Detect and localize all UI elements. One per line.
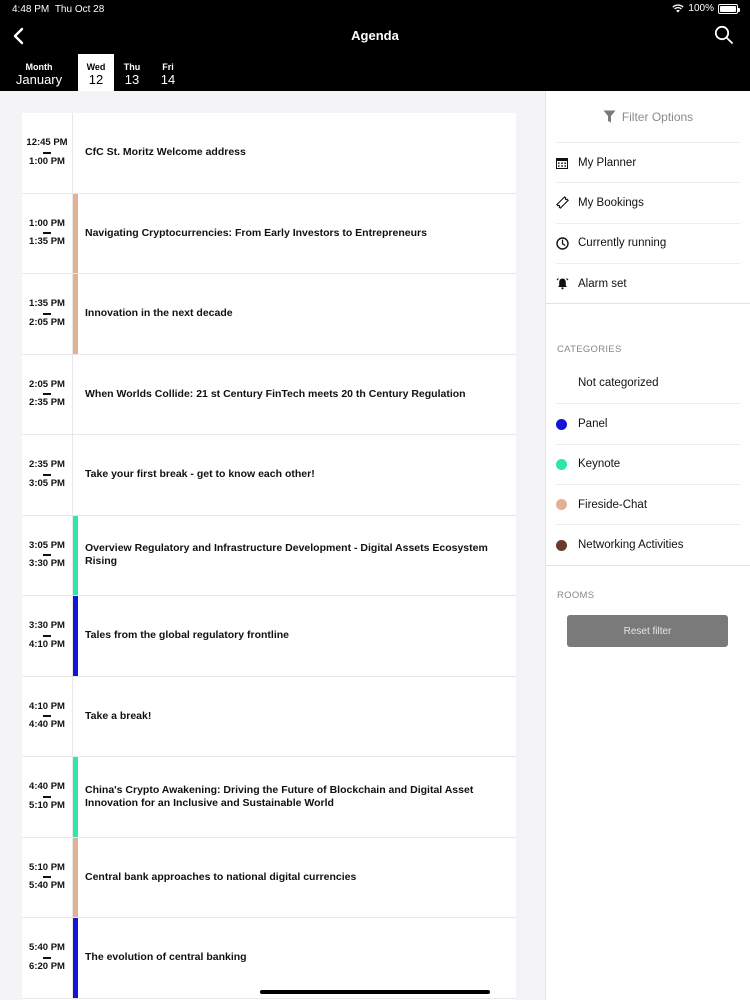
category-color-bar xyxy=(73,838,78,918)
category-not-categorized[interactable] xyxy=(556,363,740,403)
end-time: 4:40 PM xyxy=(29,719,65,731)
session-time xyxy=(22,113,73,193)
session-time xyxy=(22,435,73,515)
search-button[interactable] xyxy=(714,25,736,47)
page-title: Agenda xyxy=(351,28,399,43)
session-time xyxy=(22,274,73,354)
end-time: 1:35 PM xyxy=(29,236,65,248)
session-row[interactable] xyxy=(22,596,516,677)
day-number: 12 xyxy=(88,72,104,87)
category-color-bar xyxy=(73,677,78,757)
start-time: 12:45 PM xyxy=(26,137,68,149)
day-tab-wed[interactable] xyxy=(78,54,114,91)
session-row[interactable] xyxy=(22,677,516,758)
end-time: 2:05 PM xyxy=(29,316,65,328)
battery-icon xyxy=(718,4,738,14)
session-time xyxy=(22,596,73,676)
session-title: China's Crypto Awakening: Driving the Future of Blockchain and Digital Asset Innovation for an Inclusive and Sustainable World xyxy=(85,783,474,809)
month-selector[interactable] xyxy=(0,54,78,91)
session-row[interactable] xyxy=(22,194,516,275)
session-title: Central bank approaches to national digital currencies xyxy=(85,870,357,883)
end-time: 3:05 PM xyxy=(29,477,65,489)
category-color-bar xyxy=(73,113,78,193)
start-time: 1:35 PM xyxy=(29,298,65,310)
funnel-icon xyxy=(603,110,616,123)
end-time: 4:10 PM xyxy=(29,638,65,650)
category-color-bar xyxy=(73,516,78,596)
category-color-bar xyxy=(73,355,78,435)
category-dot xyxy=(556,540,567,551)
end-time: 6:20 PM xyxy=(29,960,65,972)
category-dot xyxy=(556,419,567,430)
session-time xyxy=(22,516,73,596)
filter-panel xyxy=(545,91,750,1000)
category-fireside-chat[interactable] xyxy=(556,484,740,524)
category-dot xyxy=(556,459,567,470)
start-time: 2:05 PM xyxy=(29,378,65,390)
filter-my-planner[interactable] xyxy=(556,142,740,182)
start-time: 5:10 PM xyxy=(29,861,65,873)
status-date: Thu Oct 28 xyxy=(54,4,105,15)
filter-options-header[interactable] xyxy=(546,91,750,142)
home-indicator[interactable] xyxy=(260,990,490,994)
category-color-bar xyxy=(73,757,78,837)
day-weekday: Thu xyxy=(123,62,141,72)
filter-options-title: Filter Options xyxy=(621,109,694,124)
status-time: 4:48 PM xyxy=(12,4,50,15)
start-time: 4:40 PM xyxy=(29,781,65,793)
session-title: Navigating Cryptocurrencies: From Early Investors to Entrepreneurs xyxy=(85,226,427,239)
start-time: 2:35 PM xyxy=(29,459,65,471)
end-time: 3:30 PM xyxy=(29,558,65,570)
category-networking-activities[interactable] xyxy=(556,524,740,564)
alarm-icon xyxy=(556,277,578,290)
session-row[interactable] xyxy=(22,757,516,838)
wifi-icon xyxy=(672,4,684,13)
filter-item-label: Currently running xyxy=(578,237,667,250)
end-time: 1:00 PM xyxy=(29,155,65,167)
day-tab-fri[interactable] xyxy=(150,54,186,91)
category-dot-wrapper xyxy=(556,419,578,430)
filter-my-bookings[interactable] xyxy=(556,182,740,222)
agenda-list[interactable] xyxy=(22,113,516,1000)
calendar-icon xyxy=(556,157,578,169)
date-selector xyxy=(0,54,186,91)
filter-item-label: My Bookings xyxy=(578,196,644,209)
category-color-bar xyxy=(73,194,78,274)
session-row[interactable] xyxy=(22,838,516,919)
session-time xyxy=(22,838,73,918)
end-time: 2:35 PM xyxy=(29,397,65,409)
category-label: Fireside-Chat xyxy=(578,498,648,511)
category-panel[interactable] xyxy=(556,403,740,443)
filter-item-label: Alarm set xyxy=(578,277,627,290)
day-tab-thu[interactable] xyxy=(114,54,150,91)
session-title: When Worlds Collide: 21 st Century FinTech meets 20 th Century Regulation xyxy=(85,387,466,400)
session-title: The evolution of central banking xyxy=(85,951,247,964)
category-keynote[interactable] xyxy=(556,444,740,484)
filter-item-label: My Planner xyxy=(578,156,637,169)
month-label: Month xyxy=(25,62,53,72)
start-time: 3:30 PM xyxy=(29,620,65,632)
rooms-label: ROOMS xyxy=(546,565,750,625)
start-time: 1:00 PM xyxy=(29,217,65,229)
day-number: 13 xyxy=(124,72,140,87)
category-dot xyxy=(556,499,567,510)
session-time xyxy=(22,355,73,435)
ticket-icon xyxy=(556,196,578,209)
reset-filter-button[interactable]: Reset filter xyxy=(567,615,728,647)
end-time: 5:10 PM xyxy=(29,799,65,811)
category-label: Not categorized xyxy=(578,377,659,390)
status-bar-right xyxy=(672,3,738,14)
session-title: Take a break! xyxy=(85,709,152,722)
session-row[interactable] xyxy=(22,516,516,597)
status-bar-time xyxy=(12,4,104,15)
category-dot-wrapper xyxy=(556,459,578,470)
session-title: Innovation in the next decade xyxy=(85,307,233,320)
category-color-bar xyxy=(73,918,78,998)
filter-alarm-set[interactable] xyxy=(556,263,740,303)
day-weekday: Wed xyxy=(86,62,106,72)
session-time xyxy=(22,757,73,837)
session-title: Tales from the global regulatory frontline xyxy=(85,629,289,642)
session-time xyxy=(22,194,73,274)
category-dot-wrapper xyxy=(556,499,578,510)
day-number: 14 xyxy=(160,72,176,87)
category-color-bar xyxy=(73,435,78,515)
session-title: Overview Regulatory and Infrastructure Development - Digital Assets Ecosystem Rising xyxy=(85,542,488,568)
category-color-bar xyxy=(73,596,78,676)
month-value: January xyxy=(15,72,63,87)
clock-icon xyxy=(556,237,578,250)
session-time xyxy=(22,918,73,998)
session-time xyxy=(22,677,73,757)
start-time: 5:40 PM xyxy=(29,942,65,954)
category-label: Keynote xyxy=(578,458,621,471)
session-title: CfC St. Moritz Welcome address xyxy=(85,146,246,159)
search-icon xyxy=(714,25,734,45)
session-row[interactable] xyxy=(22,274,516,355)
filter-currently-running[interactable] xyxy=(556,223,740,263)
categories-label: CATEGORIES xyxy=(546,303,750,363)
start-time: 3:05 PM xyxy=(29,539,65,551)
session-row[interactable] xyxy=(22,918,516,999)
end-time: 5:40 PM xyxy=(29,880,65,892)
day-weekday: Fri xyxy=(162,62,174,72)
category-label: Panel xyxy=(578,418,608,431)
category-label: Networking Activities xyxy=(578,539,684,552)
session-row[interactable] xyxy=(22,113,516,194)
battery-percent: 100% xyxy=(688,3,714,14)
category-color-bar xyxy=(73,274,78,354)
session-title: Take your first break - get to know each other! xyxy=(85,468,315,481)
session-row[interactable] xyxy=(22,435,516,516)
start-time: 4:10 PM xyxy=(29,700,65,712)
app-header xyxy=(0,0,750,91)
session-row[interactable] xyxy=(22,355,516,436)
category-dot-wrapper xyxy=(556,540,578,551)
